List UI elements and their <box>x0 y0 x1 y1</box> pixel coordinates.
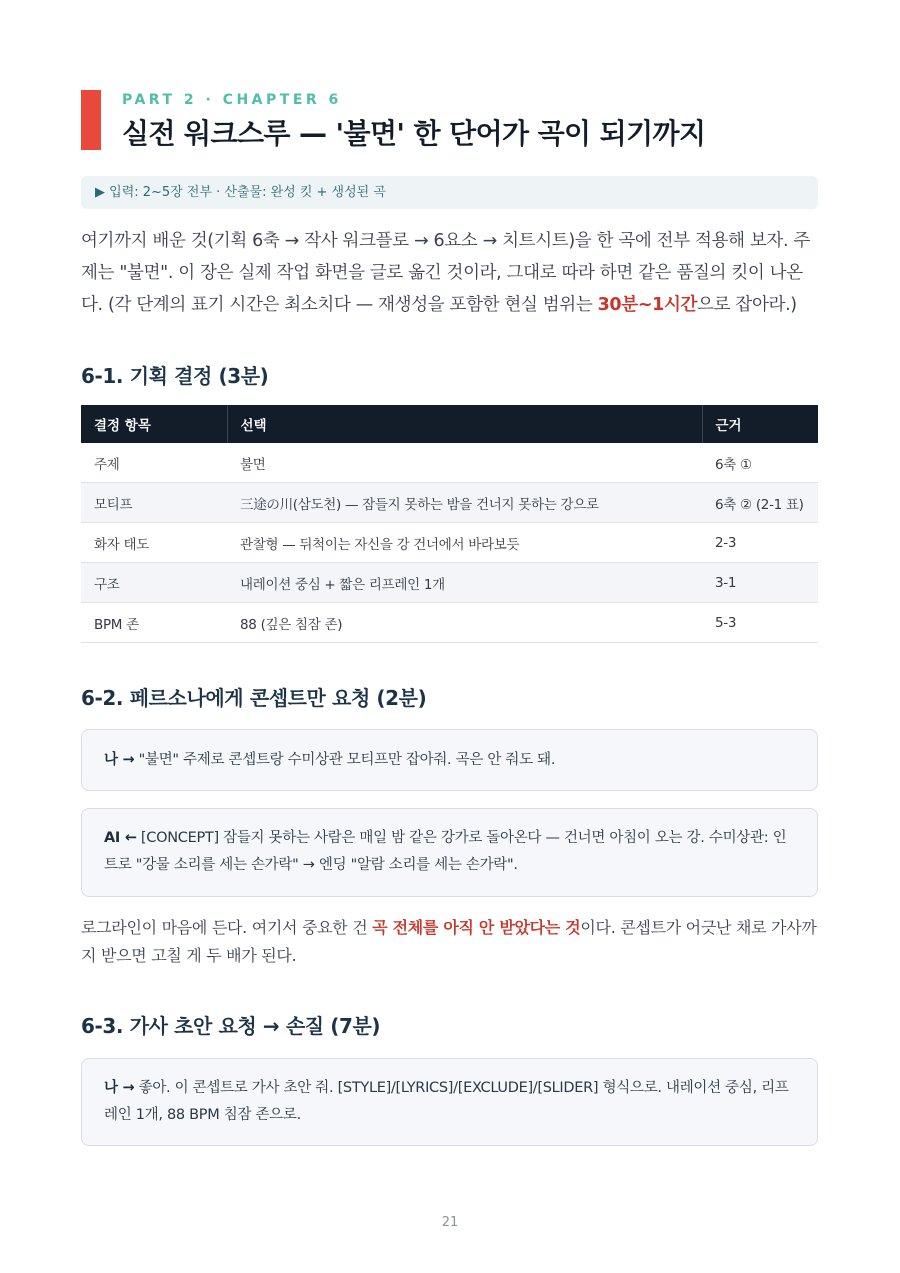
table-cell: 모티프 <box>81 483 227 523</box>
chapter-header <box>81 90 818 150</box>
note-text-end: 이다. 콘셉트가 어긋난 채로 가사까지 받으면 고칠 게 두 배가 된다. <box>81 918 817 965</box>
user-prompt-bubble <box>81 1058 818 1146</box>
user-prompt-bubble <box>81 729 818 791</box>
prompt-text: 좋아. 이 콘셉트로 가사 초안 줘. [STYLE]/[LYRICS]/[EXCLUDE]/[SLIDER] 형식으로. 내레이션 중심, 리프레인 1개, 88 BPM 침잠 존으로. <box>104 1080 789 1123</box>
speaker-label: AI ← <box>104 830 137 846</box>
note-highlight: 곡 전체를 아직 안 받았다는 것 <box>372 918 581 937</box>
table-cell: 2-3 <box>702 523 818 563</box>
table-cell: 三途の川(삼도천) — 잠들지 못하는 밤을 건너지 못하는 강으로 <box>227 483 702 523</box>
intro-text: 여기까지 배운 것(기획 6축 → 작사 워크플로 → 6요소 → 치트시트)을 한 곡에 전부 적용해 보자. 주제는 "불면". 이 장은 실제 작업 화면을 글로 옮긴 것이라, 그대로 따라 하면 같은 품질의 킷이 나온다. (각 단계의 표기 시간은 최소치다 — 재생성을 포함한 현실 범위는 <box>81 231 810 315</box>
table-cell: 6축 ② (2-1 표) <box>702 483 818 523</box>
intro-text-end: 으로 잡아라.) <box>697 295 797 315</box>
column-header: 근거 <box>702 405 818 443</box>
table-row <box>81 483 818 523</box>
column-header: 결정 항목 <box>81 405 227 443</box>
prompt-text: "불면" 주제로 콘셉트랑 수미상관 모티프만 잡아줘. 곡은 안 줘도 돼. <box>134 752 556 768</box>
ai-response-bubble <box>81 808 818 897</box>
section2-note <box>81 914 818 970</box>
intro-highlight: 30분~1시간 <box>597 295 698 315</box>
page-number: 21 <box>441 1215 459 1230</box>
table-cell: 불면 <box>227 443 702 483</box>
column-header: 선택 <box>227 405 702 443</box>
table-cell: 5-3 <box>702 603 818 643</box>
response-text: [CONCEPT] 잠들지 못하는 사람은 매일 밤 같은 강가로 돌아온다 — 건너면 아침이 오는 강. 수미상관: 인트로 "강물 소리를 세는 손가락" → 엔딩 "알람 소리를 세는 손가락". <box>104 830 787 873</box>
table-row <box>81 523 818 563</box>
table-cell: BPM 존 <box>81 603 227 643</box>
table-cell: 구조 <box>81 563 227 603</box>
table-cell: 내레이션 중심 + 짧은 리프레인 1개 <box>227 563 702 603</box>
chapter-title: 실전 워크스루 — '불면' 한 단어가 곡이 되기까지 <box>122 117 706 150</box>
section-heading-6-3: 6-3. 가사 초안 요청 → 손질 (7분) <box>81 1014 381 1038</box>
table-cell: 관찰형 — 뒤척이는 자신을 강 건너에서 바라보듯 <box>227 523 702 563</box>
chapter-kicker: PART 2 · CHAPTER 6 <box>122 92 342 108</box>
chapter-accent-bar <box>81 90 101 150</box>
table-cell: 88 (깊은 침잠 존) <box>227 603 702 643</box>
table-cell: 3-1 <box>702 563 818 603</box>
io-note: ▶ 입력: 2~5장 전부 · 산출물: 완성 킷 + 생성된 곡 <box>81 176 818 209</box>
table-row <box>81 603 818 643</box>
speaker-label: 나 → <box>104 1080 135 1096</box>
intro-paragraph <box>81 225 818 321</box>
section-heading-6-2: 6-2. 페르소나에게 콘셉트만 요청 (2분) <box>81 686 427 710</box>
table-header-row <box>81 405 818 443</box>
speaker-label: 나 → <box>104 752 135 768</box>
decision-table <box>81 405 818 643</box>
section-heading-6-1: 6-1. 기획 결정 (3분) <box>81 364 269 388</box>
table-cell: 화자 태도 <box>81 523 227 563</box>
table-cell: 6축 ① <box>702 443 818 483</box>
table-cell: 주제 <box>81 443 227 483</box>
note-text: 로그라인이 마음에 든다. 여기서 중요한 건 <box>81 918 373 937</box>
table-row <box>81 563 818 603</box>
table-row <box>81 443 818 483</box>
